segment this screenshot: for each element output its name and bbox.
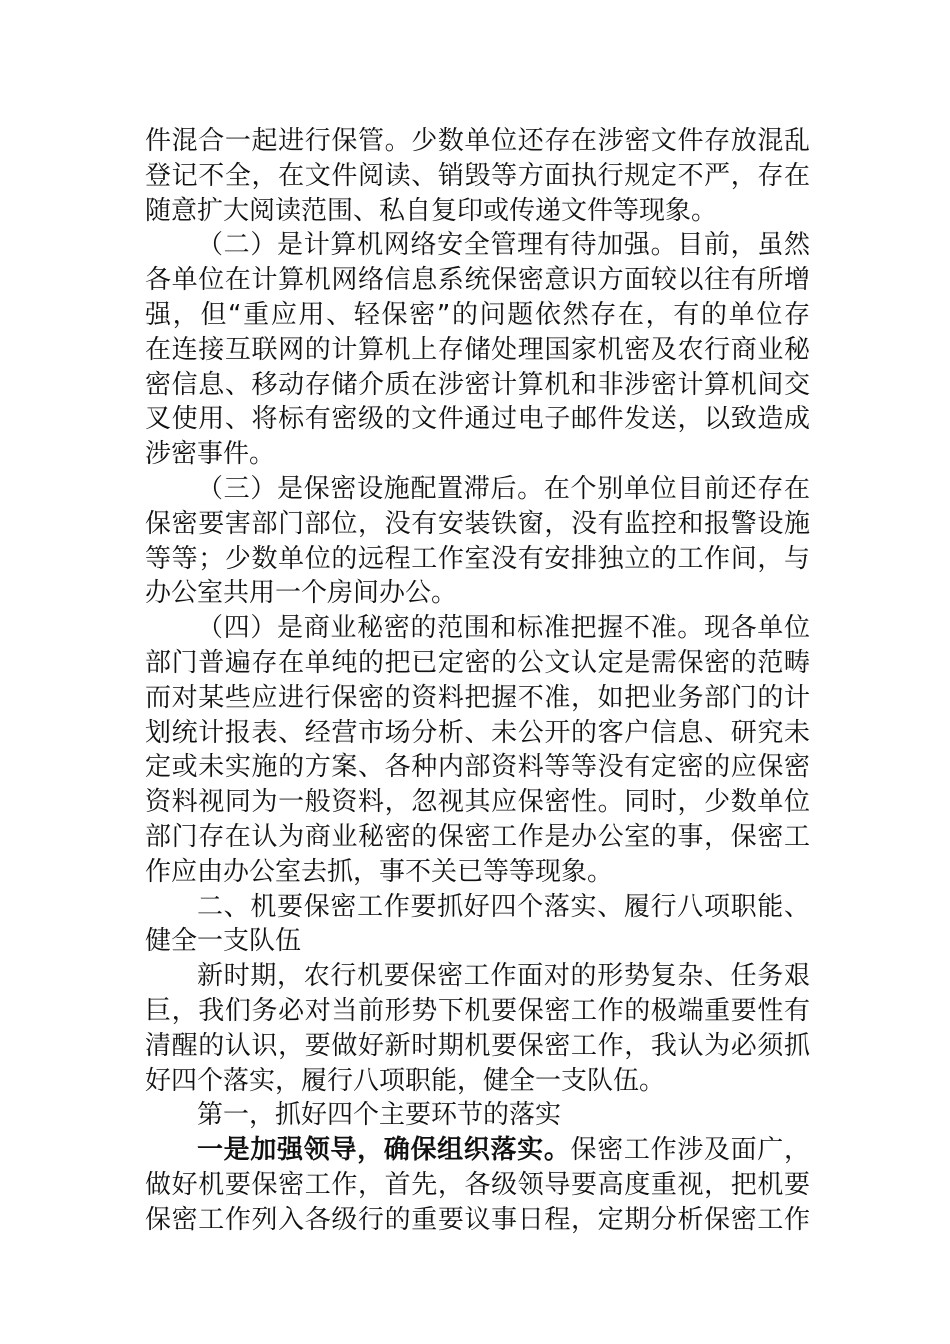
line-text: 办公室共用一个房间办公。 bbox=[145, 578, 458, 609]
text-line bbox=[145, 785, 810, 820]
text-line bbox=[145, 228, 810, 263]
text-line bbox=[145, 298, 810, 333]
text-line bbox=[145, 820, 810, 855]
text-line bbox=[145, 542, 810, 577]
text-line bbox=[145, 646, 810, 681]
line-text: 叉使用、将标有密级的文件通过电子邮件发送，以致造成 bbox=[145, 404, 810, 435]
text-line bbox=[145, 333, 810, 368]
text-line bbox=[145, 1168, 810, 1203]
line-text: 二、机要保密工作要抓好四个落实、履行八项职能、 bbox=[197, 891, 810, 922]
text-line bbox=[145, 1064, 810, 1099]
text-line bbox=[145, 472, 810, 507]
text-line bbox=[145, 611, 810, 646]
line-text: 做好机要保密工作，首先，各级领导要高度重视，把机要 bbox=[145, 1169, 810, 1200]
line-text: 涉密事件。 bbox=[145, 439, 276, 470]
line-text: 保密工作列入各级行的重要议事日程，定期分析保密工作 bbox=[145, 1204, 810, 1235]
text-line bbox=[145, 263, 810, 298]
line-text: 清醒的认识，要做好新时期机要保密工作，我认为必须抓 bbox=[145, 1030, 810, 1061]
text-line bbox=[145, 994, 810, 1029]
line-text: 定或未实施的方案、各种内部资料等等没有定密的应保密 bbox=[145, 752, 810, 783]
text-line bbox=[145, 194, 810, 229]
line-text: 件混合一起进行保管。少数单位还存在涉密文件存放混乱 bbox=[145, 126, 810, 156]
text-line bbox=[145, 402, 810, 437]
line-text: 密信息、移动存储介质在涉密计算机和非涉密计算机间交 bbox=[145, 369, 810, 400]
text-line bbox=[145, 959, 810, 994]
line-text: 健全一支队伍 bbox=[145, 926, 302, 957]
line-text: 而对某些应进行保密的资料把握不准，如把业务部门的计 bbox=[145, 682, 810, 713]
text-line bbox=[145, 1203, 810, 1238]
line-text: 随意扩大阅读范围、私自复印或传递文件等现象。 bbox=[145, 195, 718, 226]
line-text: 保密工作涉及面广， bbox=[570, 1135, 810, 1166]
line-text: 保密要害部门部位，没有安装铁窗，没有监控和报警设施 bbox=[145, 508, 810, 539]
text-line bbox=[145, 855, 810, 890]
text-line bbox=[145, 576, 810, 611]
text-line bbox=[145, 159, 810, 194]
text-line bbox=[145, 890, 810, 925]
line-text: 划统计报表、经营市场分析、未公开的客户信息、研究未 bbox=[145, 717, 810, 748]
line-text: 等等；少数单位的远程工作室没有安排独立的工作间，与 bbox=[145, 543, 810, 574]
text-line bbox=[145, 124, 810, 159]
line-text: 巨，我们务必对当前形势下机要保密工作的极端重要性有 bbox=[145, 995, 810, 1026]
line-text: 作应由办公室去抓，事不关已等等现象。 bbox=[145, 856, 614, 887]
text-line bbox=[145, 1133, 810, 1168]
text-line bbox=[145, 437, 810, 472]
text-line bbox=[145, 507, 810, 542]
text-line bbox=[145, 716, 810, 751]
line-text: （二）是计算机网络安全管理有待加强。目前，虽然 bbox=[197, 230, 810, 261]
line-text: 各单位在计算机网络信息系统保密意识方面较以往有所增 bbox=[145, 265, 810, 296]
line-text: （三）是保密设施配置滞后。在个别单位目前还存在 bbox=[197, 473, 810, 504]
document-body bbox=[145, 124, 810, 1238]
bold-lead-in: 一是加强领导，确保组织落实。 bbox=[197, 1135, 571, 1166]
line-text: 登记不全，在文件阅读、销毁等方面执行规定不严，存在 bbox=[145, 160, 810, 191]
line-text: 好四个落实，履行八项职能，健全一支队伍。 bbox=[145, 1065, 666, 1096]
text-line bbox=[145, 750, 810, 785]
line-text: 部门存在认为商业秘密的保密工作是办公室的事，保密工 bbox=[145, 821, 810, 852]
line-text: （四）是商业秘密的范围和标准把握不准。现各单位 bbox=[197, 613, 810, 644]
line-text: 强，但“重应用、轻保密”的问题依然存在，有的单位存 bbox=[145, 299, 810, 330]
text-line bbox=[145, 1098, 810, 1133]
text-line bbox=[145, 368, 810, 403]
line-text: 资料视同为一般资料，忽视其应保密性。同时，少数单位 bbox=[145, 787, 810, 818]
text-line bbox=[145, 924, 810, 959]
line-text: 部门普遍存在单纯的把已定密的公文认定是需保密的范畴 bbox=[145, 647, 810, 678]
line-text: 在连接互联网的计算机上存储处理国家机密及农行商业秘 bbox=[145, 334, 810, 365]
text-line bbox=[145, 681, 810, 716]
line-text: 新时期，农行机要保密工作面对的形势复杂、任务艰 bbox=[197, 961, 810, 992]
line-text: 第一，抓好四个主要环节的落实 bbox=[197, 1100, 562, 1131]
text-line bbox=[145, 1029, 810, 1064]
